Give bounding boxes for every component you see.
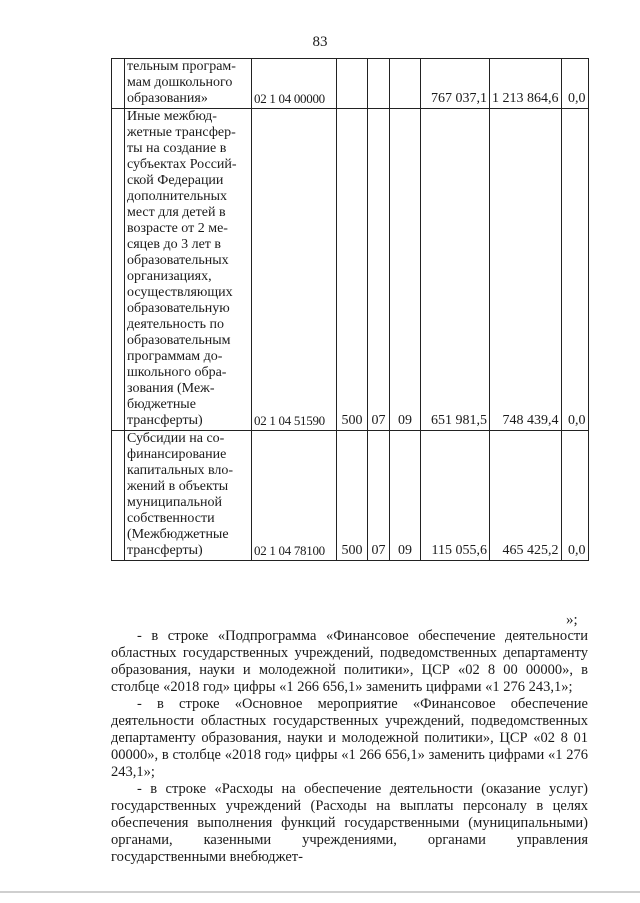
expense-name-line: жетные трансфер- [127, 125, 236, 140]
rz-code-cell: 07 [368, 109, 390, 431]
csr-code-cell: 02 1 04 00000 [252, 59, 337, 109]
expense-name-line: программам до- [127, 349, 223, 364]
table-row [112, 109, 589, 431]
csr-code-cell: 02 1 04 78100 [252, 431, 337, 561]
amount-2017-cell: 651 981,5 [421, 109, 490, 431]
expense-name-line: жений в объекты [127, 479, 229, 494]
row-marker-cell [112, 59, 125, 109]
expense-name-line: тельным програм- [127, 59, 236, 74]
pr-code-cell: 09 [390, 431, 421, 561]
rz-code-cell: 07 [368, 431, 390, 561]
amount-2019-cell: 0,0 [561, 431, 588, 561]
amendment-paragraph: - в строке «Основное мероприятие «Финансовое обеспечение деятельности областных государственных учреждений, подведомственных департаменту образования, науки и молодежной политики», ЦСР «02 8 01 00000», в столбце «2018 год» цифры «1 266 656,1» заменить цифрами «1 276 243,1»; [111, 696, 588, 780]
expense-name-line: мест для детей в [127, 205, 226, 220]
expense-name-line: сяцев до 3 лет в [127, 237, 222, 252]
expense-name-line: Субсидии на со- [127, 431, 225, 446]
vr-code-cell: 500 [337, 109, 368, 431]
expense-name-line: образовательных [127, 253, 229, 268]
rz-code-cell [368, 59, 390, 109]
budget-table [111, 58, 589, 561]
expense-name-line: деятельность по [127, 317, 225, 332]
pr-code-cell [390, 59, 421, 109]
csr-code-cell: 02 1 04 51590 [252, 109, 337, 431]
expense-name-line: организациях, [127, 269, 212, 284]
expense-name-line: зования (Меж- [127, 381, 215, 396]
vr-code-cell [337, 59, 368, 109]
row-marker-cell [112, 109, 125, 431]
amount-2017-cell: 115 055,6 [421, 431, 490, 561]
expense-name-line: капитальных вло- [127, 463, 234, 478]
expense-name-line: возрасте от 2 ме- [127, 221, 228, 236]
expense-name-line: ской Федерации [127, 173, 224, 188]
expense-name-line: ты на создание в [127, 141, 227, 156]
amendment-paragraph: - в строке «Подпрограмма «Финансовое обеспечение деятельности областных государственных учреждений, подведомственных департаменту образования, науки и молодежной политики», ЦСР «02 8 00 00000», в столбце «2018 год» цифры «1 266 656,1» заменить цифрами «1 276 243,1»; [111, 628, 588, 695]
amendment-paragraph: - в строке «Расходы на обеспечение деятельности (оказание услуг) государственных учреждений (Расходы на выплаты персоналу в целях обеспечения выполнения функций государственными (муниципальными) органами, казенными учреждениями, органами управления государственными внебюджет- [111, 781, 588, 865]
expense-name-line: (Межбюджетные [127, 527, 229, 542]
amount-2019-cell: 0,0 [561, 59, 588, 109]
expense-name-cell [125, 59, 252, 109]
amount-2019-cell: 0,0 [561, 109, 588, 431]
expense-name-line: образования» [127, 91, 208, 106]
amount-2017-cell: 767 037,1 [421, 59, 490, 109]
expense-name-line: муниципальной [127, 495, 223, 510]
expense-name-cell [125, 431, 252, 561]
amendment-text [111, 628, 588, 866]
table-row [112, 59, 589, 109]
pr-code-cell: 09 [390, 109, 421, 431]
page-number: 83 [312, 34, 328, 50]
amount-2018-cell: 1 213 864,6 [490, 59, 562, 109]
expense-name-line: субъектах Россий- [127, 157, 237, 172]
expense-name-line: Иные межбюд- [127, 109, 217, 124]
row-marker-cell [112, 431, 125, 561]
expense-name-cell [125, 109, 252, 431]
expense-name-line: трансферты) [127, 543, 203, 558]
vr-code-cell: 500 [337, 431, 368, 561]
amount-2018-cell: 465 425,2 [490, 431, 562, 561]
expense-name-line: мам дошкольного [127, 75, 233, 90]
table-row [112, 431, 589, 561]
closing-quote: »; [566, 612, 578, 628]
amount-2018-cell: 748 439,4 [490, 109, 562, 431]
expense-name-line: дополнительных [127, 189, 228, 204]
expense-name-line: образовательным [127, 333, 231, 348]
expense-name-line: трансферты) [127, 413, 203, 428]
expense-name-line: осуществляющих [127, 285, 233, 300]
expense-name-line: финансирование [127, 447, 227, 462]
expense-name-line: образовательную [127, 301, 230, 316]
expense-name-line: собственности [127, 511, 215, 526]
scan-edge-line [0, 891, 640, 893]
expense-name-line: бюджетные [127, 397, 196, 412]
expense-name-line: школьного обра- [127, 365, 227, 380]
